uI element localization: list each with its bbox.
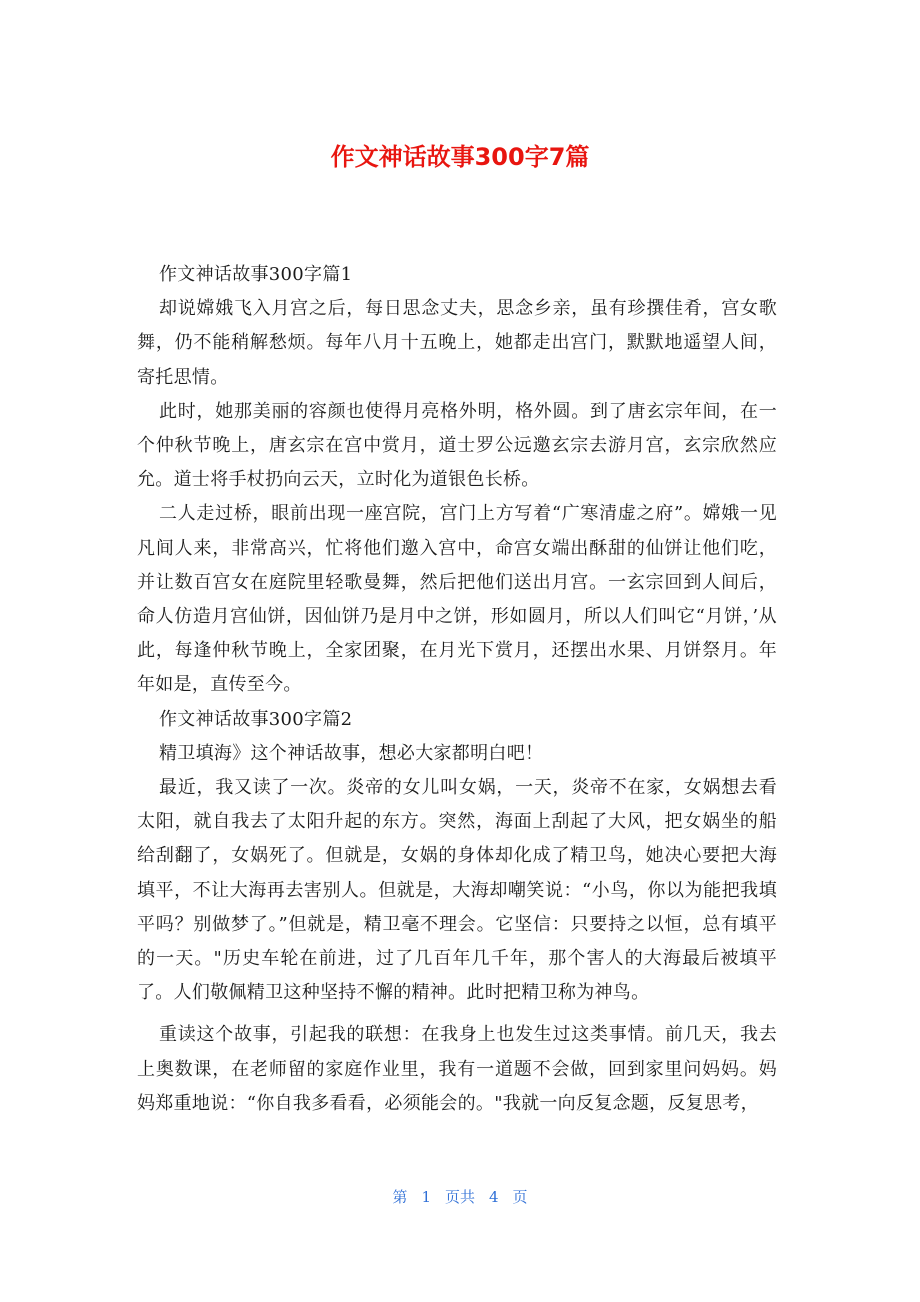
page-footer xyxy=(0,1186,920,1207)
page-title: 作文神话故事300字7篇 xyxy=(330,143,590,171)
section-heading-2: 作文神话故事300字篇2 xyxy=(159,708,353,730)
paragraph: 二人走过桥，眼前出现一座宫院，宫门上方写着“广寒清虚之府”。嫦娥一见凡间人来，非常高兴，忙将他们邀入宫中，命宫女端出酥甜的仙饼让他们吃，并让数百宫女在庭院里轻歌曼舞，然后把他们送出月宫。一玄宗回到人间后，命人仿造月宫仙饼，因仙饼乃是月中之饼，形如圆月，所以人们叫它“月饼，’从此，每逢仲秋节晚上，全家团聚，在月光下赏月，还摆出水果、月饼祭月。年年如是，直传至今。 xyxy=(137,503,777,696)
document-body xyxy=(137,258,777,1121)
page-number: 1 xyxy=(421,1188,431,1206)
total-pages: 4 xyxy=(489,1188,499,1206)
paragraph: 此时，她那美丽的容颜也使得月亮格外明，格外圆。到了唐玄宗年间，在一个仲秋节晚上，唐玄宗在宫中赏月，道士罗公远邀玄宗去游月宫，玄宗欣然应允。道士将手杖扔向云天，立时化为道银色长桥。 xyxy=(137,400,777,491)
page-suffix: 页 xyxy=(512,1188,528,1206)
paragraph: 重读这个故事，引起我的联想：在我身上也发生过这类事情。前几天，我去上奥数课，在老师留的家庭作业里，我有一道题不会做，回到家里问妈妈。妈妈郑重地说：“你自我多看看，必须能会的。"我就一向反复念题，反复思考， xyxy=(137,1024,777,1114)
paragraph: 最近，我又读了一次。炎帝的女儿叫女娲，一天，炎帝不在家，女娲想去看太阳，就自我去了太阳升起的东方。突然，海面上刮起了大风，把女娲坐的船给刮翻了，女娲死了。但就是，女娲的身体却化成了精卫鸟，她决心要把大海填平，不让大海再去害别人。但就是，大海却嘲笑说：“小鸟，你以为能把我填平吗？别做梦了。”但就是，精卫毫不理会。它坚信：只要持之以恒，总有填平的一天。"历史车轮在前进，过了几百年几千年，那个害人的大海最后被填平了。人们敬佩精卫这种坚持不懈的精神。此时把精卫称为神鸟。 xyxy=(137,777,777,1004)
paragraph: 精卫填海》这个神话故事，想必大家都明白吧！ xyxy=(159,742,544,764)
of-label: 页共 xyxy=(444,1188,475,1206)
paragraph: 却说嫦娥飞入月宫之后，每日思念丈夫，思念乡亲，虽有珍撰佳肴，宫女歌舞，仍不能稍解愁烦。每年八月十五晚上，她都走出宫门，默默地遥望人间，寄托思情。 xyxy=(137,298,777,388)
section-heading-1: 作文神话故事300字篇1 xyxy=(159,264,353,285)
page-label: 第 xyxy=(392,1188,408,1206)
